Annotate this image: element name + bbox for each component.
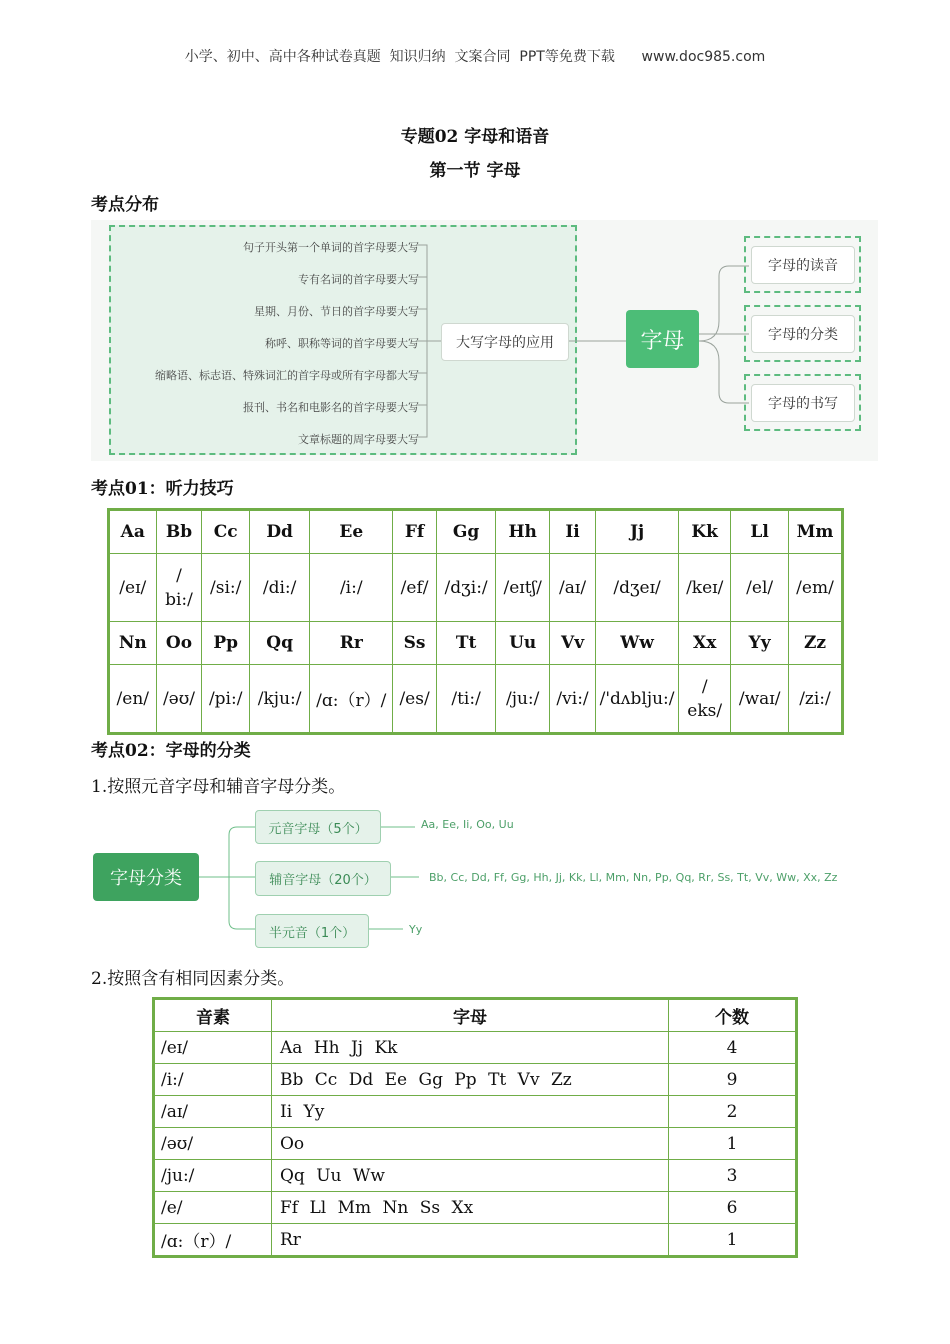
sound-cell: /keɪ/ — [679, 554, 731, 622]
sound-cell: /eɪtʃ/ — [496, 554, 550, 622]
mindmap-rule-6: 报刊、书名和电影名的首字母要大写 — [243, 401, 419, 414]
letters-cell: Aa Hh Jj Kk — [272, 1032, 669, 1064]
classification-semivowel-letters: Yy — [409, 923, 423, 936]
classification-consonants-letters: Bb, Cc, Dd, Ff, Gg, Hh, Jj, Kk, Ll, Mm, Nn, Pp, Qq, Rr, Ss, Tt, Vv, Ww, Xx, Zz — [429, 871, 838, 884]
header-letters: 字母 — [272, 999, 669, 1032]
phoneme-cell: /ju:/ — [154, 1160, 272, 1192]
letter-cell: Uu — [496, 622, 550, 665]
mindmap-node-classification: 字母的分类 — [751, 315, 855, 353]
letter-cell: Ll — [731, 510, 789, 554]
count-cell: 9 — [669, 1064, 797, 1096]
mindmap-rule-4: 称呼、职称等词的首字母要大写 — [265, 337, 419, 350]
letter-cell: Yy — [731, 622, 789, 665]
sound-cell: / bi:/ — [156, 554, 202, 622]
count-cell: 4 — [669, 1032, 797, 1064]
sound-cell: /eɪ/ — [109, 554, 157, 622]
sound-cell: /si:/ — [202, 554, 250, 622]
alphabet-table — [107, 508, 844, 735]
mindmap-rule-2: 专有名词的首字母要大写 — [298, 273, 419, 286]
sound-cell: /ef/ — [393, 554, 437, 622]
classification-vowels-letters: Aa, Ee, Ii, Oo, Uu — [421, 818, 514, 831]
letter-cell: Ss — [393, 622, 437, 665]
letter-cell: Xx — [679, 622, 731, 665]
letter-cell: Tt — [436, 622, 495, 665]
letter-cell: Ww — [596, 622, 679, 665]
header-phoneme: 音素 — [154, 999, 272, 1032]
sound-cell: /ti:/ — [436, 665, 495, 734]
sound-cell: /kju:/ — [250, 665, 310, 734]
header-count: 个数 — [669, 999, 797, 1032]
sound-cell: /es/ — [393, 665, 437, 734]
sound-cell: /ju:/ — [496, 665, 550, 734]
sound-cell: /dʒi:/ — [436, 554, 495, 622]
classification-semivowel-node: 半元音（1个） — [255, 914, 369, 948]
alphabet-sounds-row-2 — [109, 665, 843, 734]
mindmap-node-writing: 字母的书写 — [751, 384, 855, 422]
mindmap-node-pronunciation: 字母的读音 — [751, 246, 855, 284]
mindmap-rule-1: 句子开头第一个单词的首字母要大写 — [243, 241, 419, 254]
table-row — [154, 1096, 797, 1128]
count-cell: 6 — [669, 1192, 797, 1224]
page-header: 小学、初中、高中各种试卷真题 知识归纳 文案合同 PPT等免费下载 www.doc985.com — [184, 49, 766, 65]
mindmap-root-node: 字母 — [626, 310, 699, 368]
sound-cell: /dʒeɪ/ — [596, 554, 679, 622]
table-row — [154, 1160, 797, 1192]
mindmap-center-node: 大写字母的应用 — [441, 323, 569, 361]
classification-root-node: 字母分类 — [93, 853, 199, 901]
mindmap-rule-3: 星期、月份、节日的首字母要大写 — [254, 305, 419, 318]
letter-cell: Ee — [310, 510, 393, 554]
sound-cell: /pi:/ — [202, 665, 250, 734]
letter-cell: Mm — [788, 510, 842, 554]
letter-cell: Kk — [679, 510, 731, 554]
table-row — [154, 1224, 797, 1257]
section-heading-distribution: 考点分布 — [91, 195, 159, 215]
sound-cell: /i:/ — [310, 554, 393, 622]
table-row — [154, 1064, 797, 1096]
letters-cell: Qq Uu Ww — [272, 1160, 669, 1192]
table-row — [154, 1128, 797, 1160]
letter-cell: Cc — [202, 510, 250, 554]
section-heading-02: 考点02：字母的分类 — [91, 741, 251, 761]
letter-cell: Ii — [550, 510, 596, 554]
letter-cell: Ff — [393, 510, 437, 554]
letter-cell: Aa — [109, 510, 157, 554]
phoneme-cell: /e/ — [154, 1192, 272, 1224]
count-cell: 1 — [669, 1224, 797, 1257]
alphabet-letters-row-2 — [109, 622, 843, 665]
sound-cell: /vi:/ — [550, 665, 596, 734]
letter-cell: Pp — [202, 622, 250, 665]
count-cell: 3 — [669, 1160, 797, 1192]
sound-cell: /di:/ — [250, 554, 310, 622]
mindmap-rule-5: 缩略语、标志语、特殊词汇的首字母或所有字母都大写 — [155, 369, 419, 382]
phoneme-cell: /ɑ:（r）/ — [154, 1224, 272, 1257]
phoneme-cell: /əʊ/ — [154, 1128, 272, 1160]
letter-cell: Dd — [250, 510, 310, 554]
classification-consonants-node: 辅音字母（20个） — [255, 861, 391, 896]
letters-cell: Oo — [272, 1128, 669, 1160]
alphabet-letters-row-1 — [109, 510, 843, 554]
count-cell: 1 — [669, 1128, 797, 1160]
sound-cell: /'dʌblju:/ — [596, 665, 679, 734]
sound-cell: /zi:/ — [788, 665, 842, 734]
letters-cell: Bb Cc Dd Ee Gg Pp Tt Vv Zz — [272, 1064, 669, 1096]
sound-cell: /əʊ/ — [156, 665, 202, 734]
letter-cell: Nn — [109, 622, 157, 665]
letter-cell: Hh — [496, 510, 550, 554]
mindmap-capital-letters — [91, 220, 878, 461]
sound-cell: /em/ — [788, 554, 842, 622]
paragraph-classify-vowels: 1.按照元音字母和辅音字母分类。 — [91, 777, 346, 797]
letter-cell: Gg — [436, 510, 495, 554]
sound-cell: / eks/ — [679, 665, 731, 734]
classification-map — [91, 805, 851, 955]
mindmap-rule-7: 文章标题的周字母要大写 — [298, 433, 419, 446]
sound-cell: /ɑ:（r）/ — [310, 665, 393, 734]
letter-cell: Qq — [250, 622, 310, 665]
phoneme-cell: /eɪ/ — [154, 1032, 272, 1064]
phoneme-cell: /i:/ — [154, 1064, 272, 1096]
count-cell: 2 — [669, 1096, 797, 1128]
letters-cell: Ii Yy — [272, 1096, 669, 1128]
sound-cell: /waɪ/ — [731, 665, 789, 734]
letter-cell: Rr — [310, 622, 393, 665]
letter-cell: Zz — [788, 622, 842, 665]
table-row — [154, 1032, 797, 1064]
letter-cell: Bb — [156, 510, 202, 554]
section-heading-01: 考点01：听力技巧 — [91, 479, 234, 499]
classification-vowels-node: 元音字母（5个） — [255, 810, 381, 844]
document-title: 专题02 字母和语音 — [400, 127, 550, 147]
letter-cell: Oo — [156, 622, 202, 665]
phoneme-cell: /aɪ/ — [154, 1096, 272, 1128]
letter-cell: Vv — [550, 622, 596, 665]
letters-cell: Rr — [272, 1224, 669, 1257]
phoneme-table — [152, 997, 798, 1258]
phoneme-table-header — [154, 999, 797, 1032]
table-row — [154, 1192, 797, 1224]
document-subtitle: 第一节 字母 — [429, 161, 521, 181]
sound-cell: /aɪ/ — [550, 554, 596, 622]
letters-cell: Ff Ll Mm Nn Ss Xx — [272, 1192, 669, 1224]
paragraph-classify-phonemes: 2.按照含有相同因素分类。 — [91, 969, 295, 989]
letter-cell: Jj — [596, 510, 679, 554]
alphabet-sounds-row-1 — [109, 554, 843, 622]
sound-cell: /en/ — [109, 665, 157, 734]
sound-cell: /el/ — [731, 554, 789, 622]
